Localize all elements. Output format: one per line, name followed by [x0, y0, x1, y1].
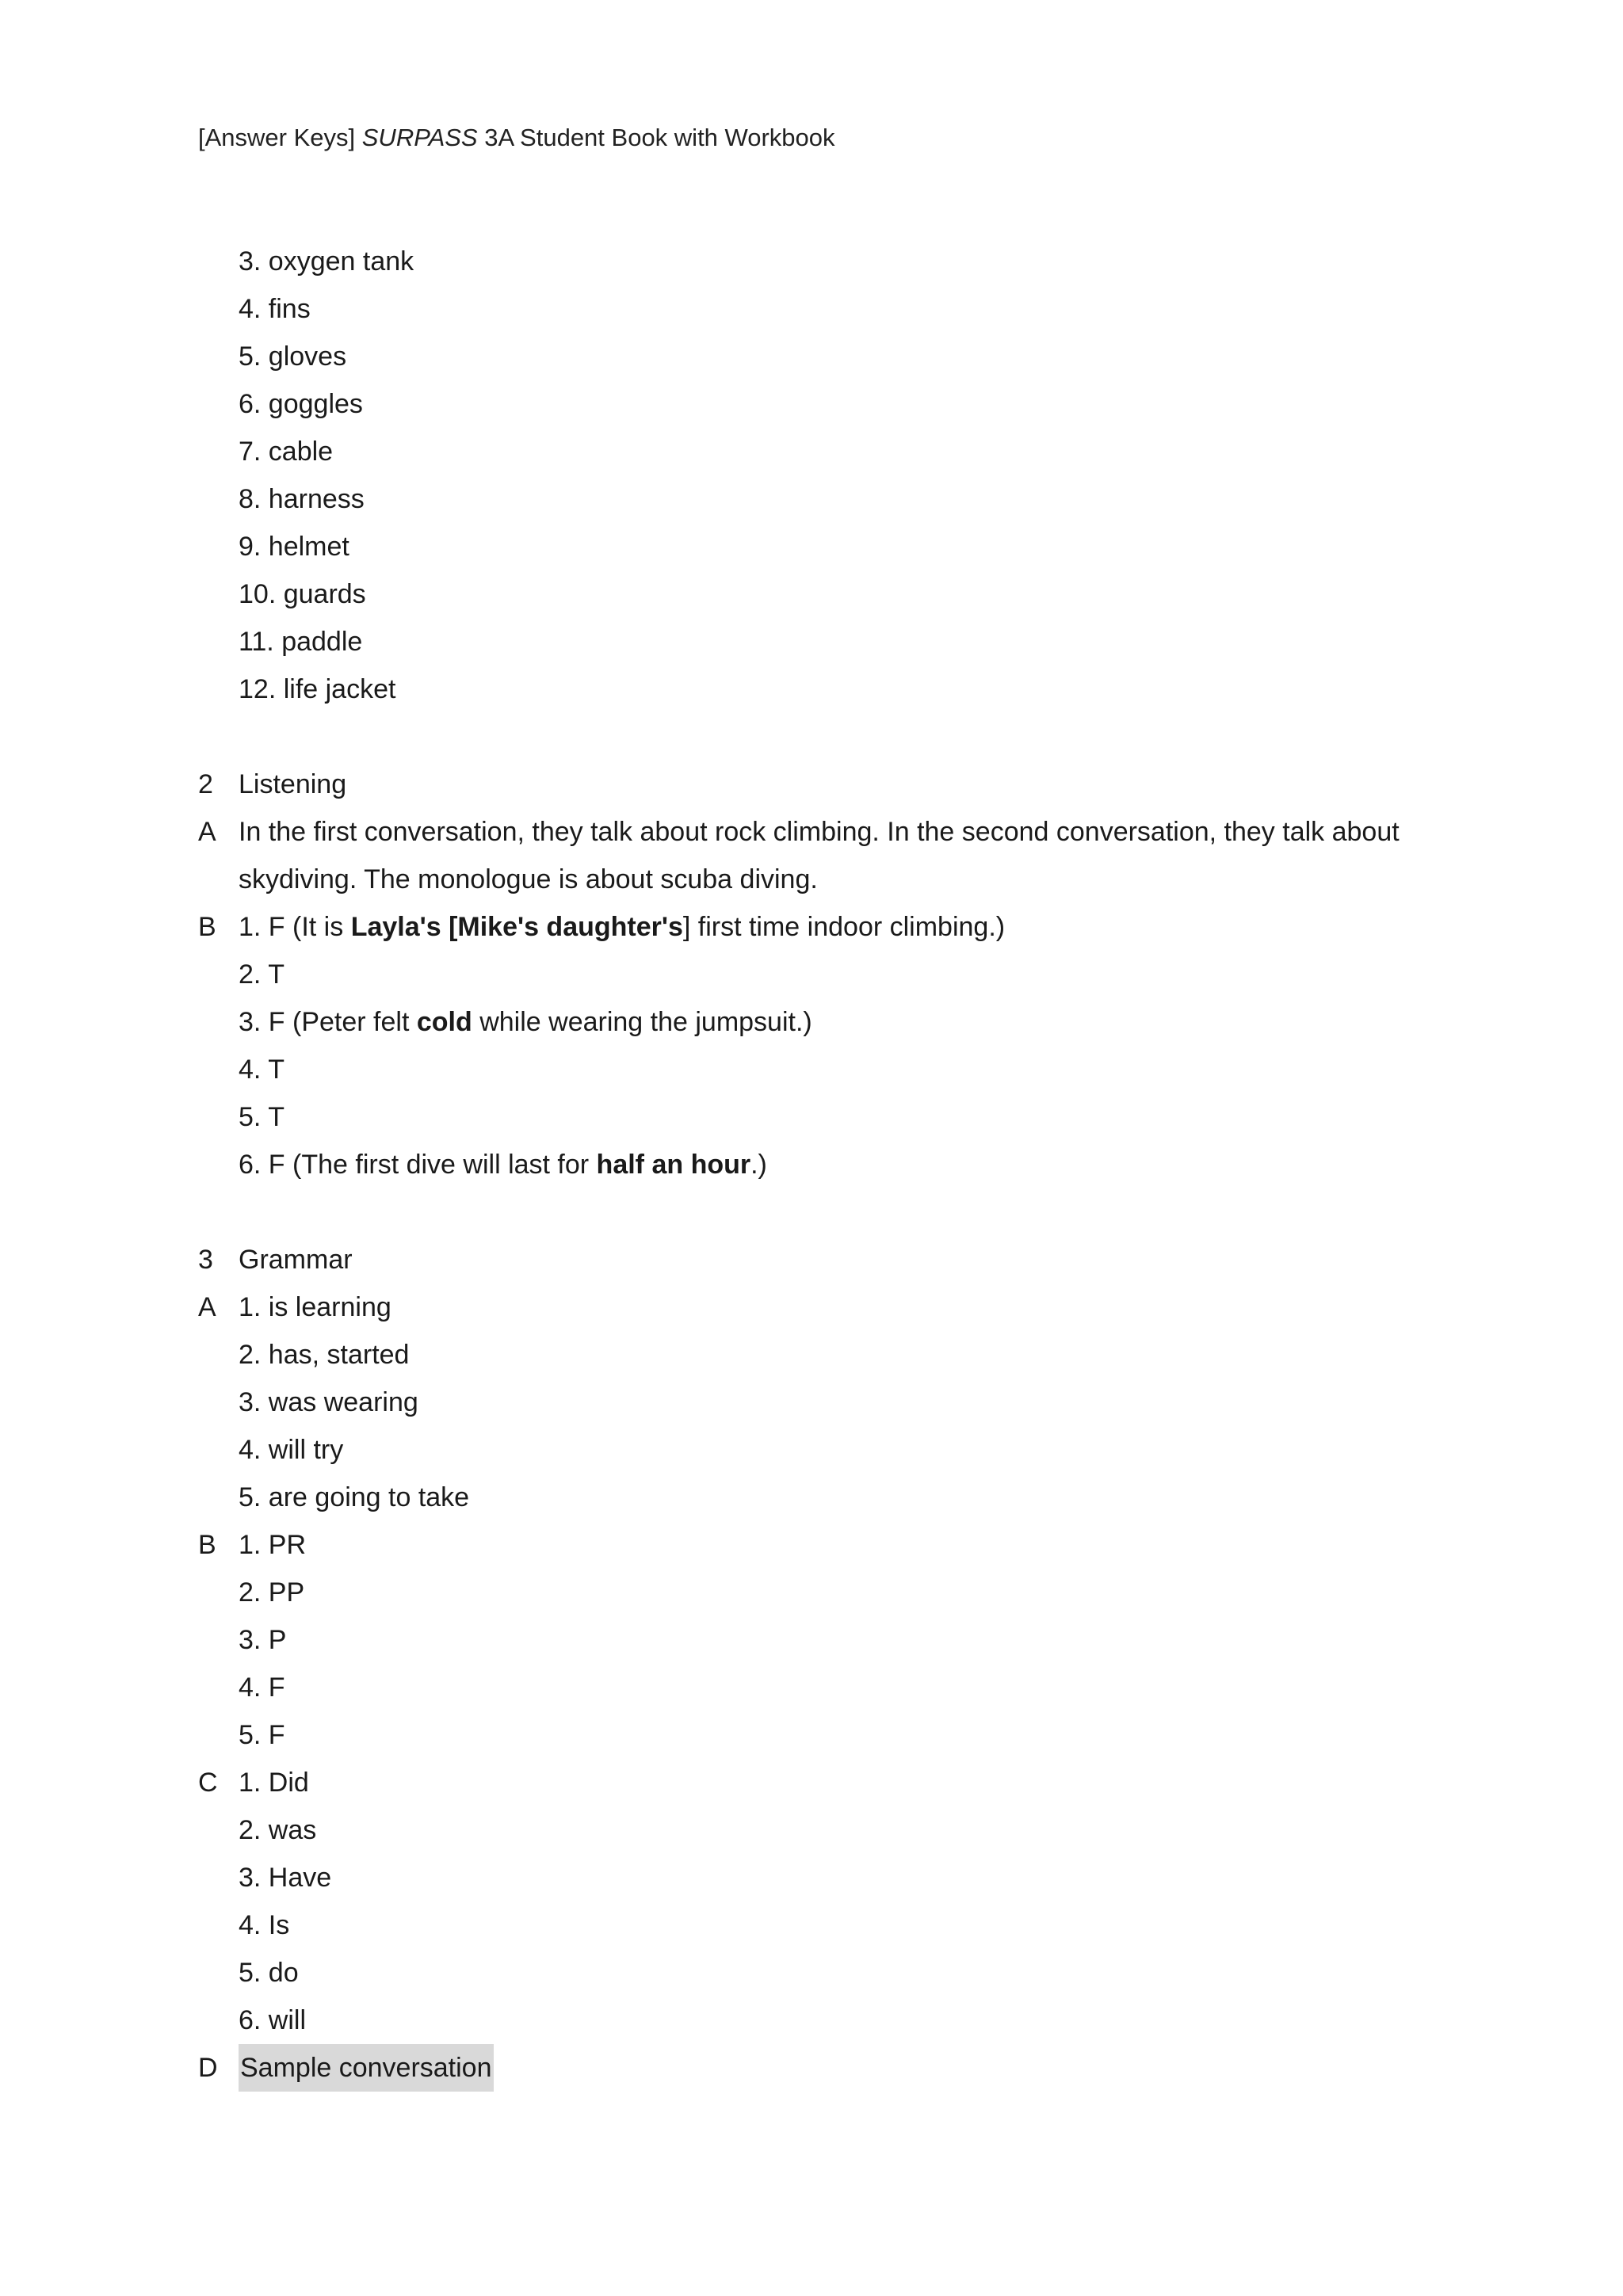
header-prefix: [Answer Keys]	[198, 124, 362, 151]
part-text: In the first conversation, they talk about rock climbing. In the second conversation, they talk about skydiving. The monologue is about scuba diving.	[239, 817, 1400, 894]
answer-key-page: [Answer Keys] SURPASS 3A Student Book with Workbook 3. oxygen tank 4. fins 5. gloves 6. goggles 7. cable 8. harness 9. helmet 10. guards 11. paddle 12. life jacket 2 Listening A In the first conversation, they talk about rock climbing. In the second conversation, they talk about skydiving. The monologue is about scuba diving. B 1. F (It is Layla's [Mike's daughter's] first time indoor climbing.) 2. T 3. F (Peter felt cold while wearing the jumpsuit.) 4. T 5. T 6. F (The first dive will last for half an hour.) 3 Grammar A 1. is learning 2. has, started 3. was wearing 4. will try 5. are going to take B 1. PR 2. PP 3. P 4. F 5. F C 1. Did 2. was 3. Have 4. Is 5. do 6. will D Sample conversation	[0, 0, 1623, 2296]
part-marker: B	[198, 912, 216, 942]
part-marker: B	[198, 1530, 216, 1560]
part-marker: C	[198, 1768, 218, 1798]
section-number: 3	[198, 1245, 213, 1275]
page-header	[198, 122, 835, 154]
bold-answer: Layla's [Mike's daughter's	[350, 912, 683, 942]
section-number: 2	[198, 769, 213, 799]
section-title: Listening	[239, 769, 347, 799]
part-marker: A	[198, 817, 216, 847]
header-book-title: SURPASS	[361, 124, 478, 151]
bold-answer: half an hour	[596, 1150, 751, 1180]
part-marker: A	[198, 1292, 216, 1322]
header-suffix: 3A Student Book with Workbook	[477, 124, 835, 151]
part-marker: D	[198, 2053, 218, 2083]
highlighted-text: Sample conversation	[239, 2044, 494, 2092]
bold-answer: cold	[416, 1007, 472, 1037]
section-title: Grammar	[239, 1245, 353, 1275]
